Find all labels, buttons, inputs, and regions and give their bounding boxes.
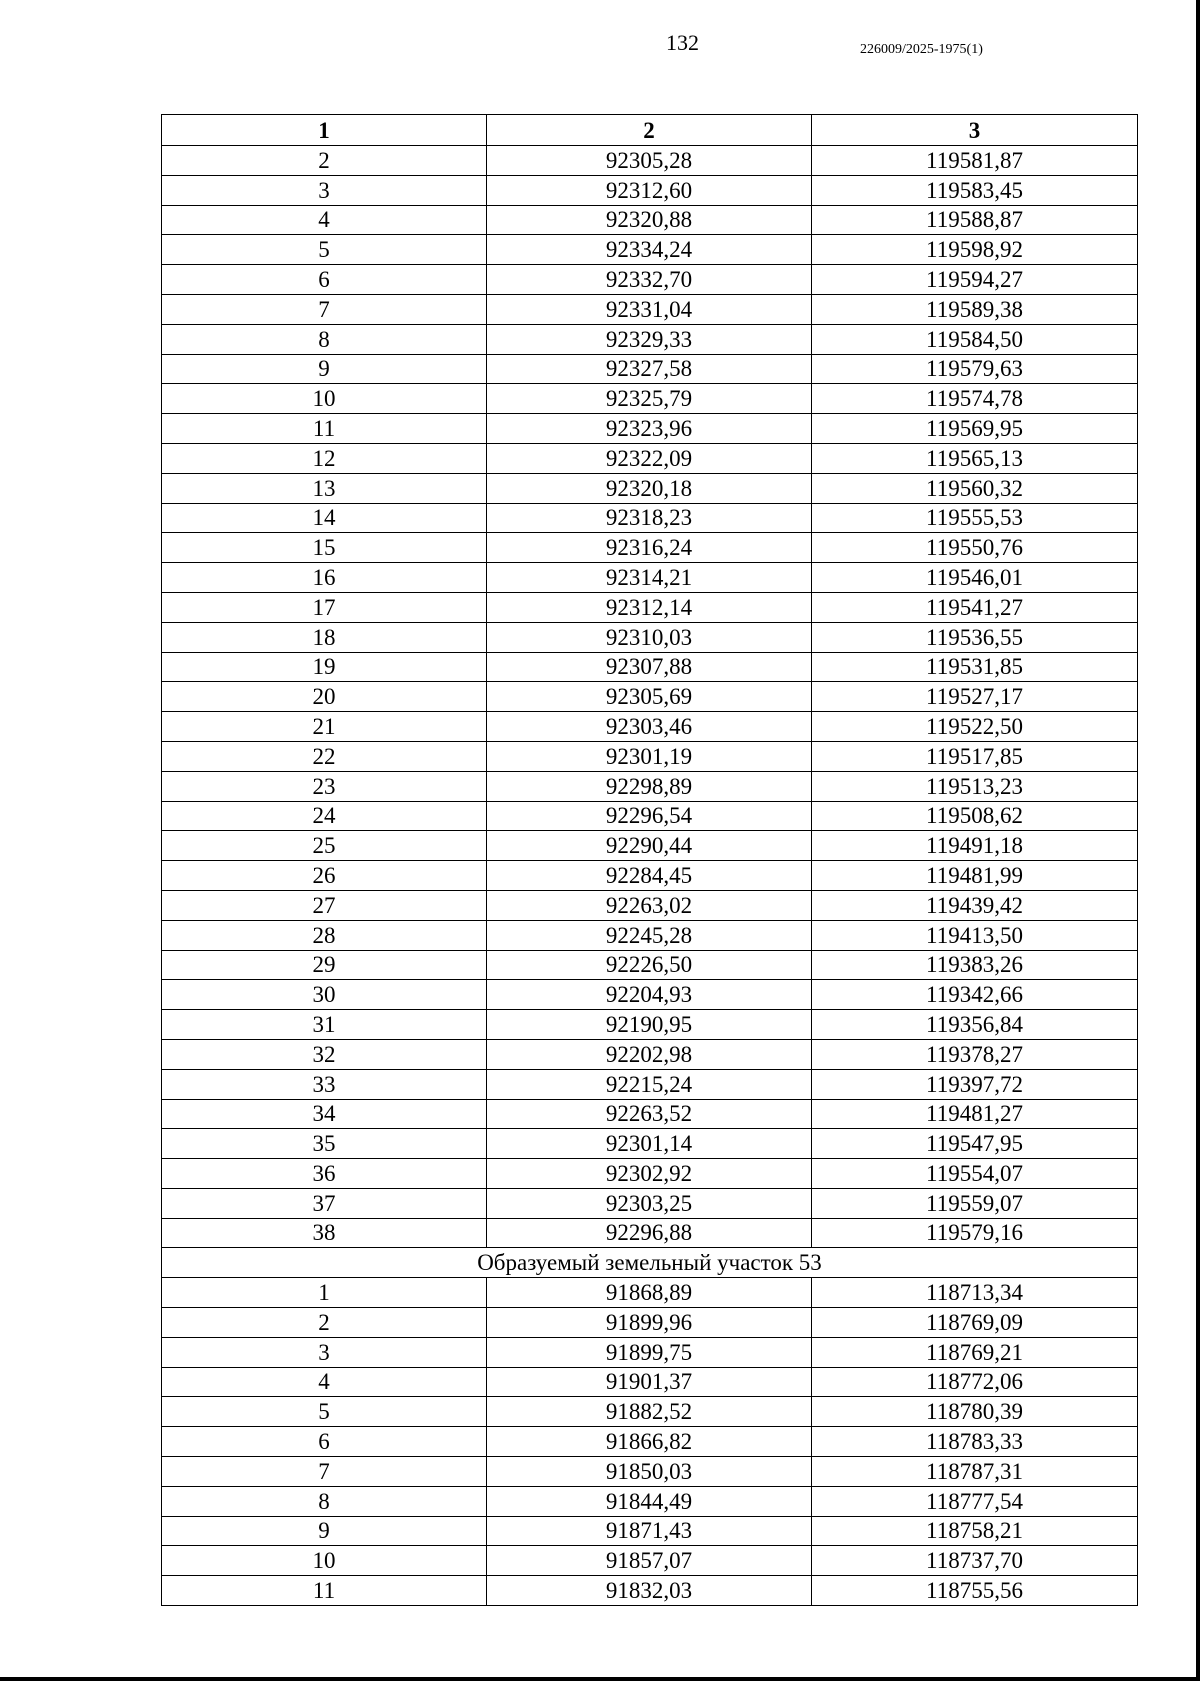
table-row	[162, 1486, 1138, 1516]
table-row	[162, 354, 1138, 384]
y-coordinate-cell: 119508,62	[812, 801, 1138, 831]
table-row	[162, 503, 1138, 533]
table-header-row	[162, 115, 1138, 146]
y-coordinate-cell: 118787,31	[812, 1457, 1138, 1487]
point-number-cell: 6	[162, 1427, 487, 1457]
table-row	[162, 175, 1138, 205]
x-coordinate-cell: 92263,52	[487, 1099, 812, 1129]
point-number-cell: 9	[162, 354, 487, 384]
table-row	[162, 533, 1138, 563]
table-row	[162, 324, 1138, 354]
table-row	[162, 414, 1138, 444]
point-number-cell: 10	[162, 1546, 487, 1576]
table-row	[162, 890, 1138, 920]
table-row	[162, 682, 1138, 712]
y-coordinate-cell: 119565,13	[812, 443, 1138, 473]
y-coordinate-cell: 119550,76	[812, 533, 1138, 563]
y-coordinate-cell: 119560,32	[812, 473, 1138, 503]
y-coordinate-cell: 119439,42	[812, 890, 1138, 920]
point-number-cell: 34	[162, 1099, 487, 1129]
y-coordinate-cell: 119579,16	[812, 1218, 1138, 1248]
x-coordinate-cell: 92314,21	[487, 563, 812, 593]
y-coordinate-cell: 118769,09	[812, 1308, 1138, 1338]
x-coordinate-cell: 92190,95	[487, 1010, 812, 1040]
point-number-cell: 36	[162, 1159, 487, 1189]
point-number-cell: 2	[162, 1308, 487, 1338]
table-row	[162, 741, 1138, 771]
x-coordinate-cell: 92307,88	[487, 652, 812, 682]
x-coordinate-cell: 92318,23	[487, 503, 812, 533]
y-coordinate-cell: 118772,06	[812, 1367, 1138, 1397]
table-row	[162, 1516, 1138, 1546]
table-row	[162, 861, 1138, 891]
table-row	[162, 146, 1138, 176]
table-row	[162, 205, 1138, 235]
x-coordinate-cell: 92327,58	[487, 354, 812, 384]
x-coordinate-cell: 91866,82	[487, 1427, 812, 1457]
table-row	[162, 1099, 1138, 1129]
table-row	[162, 1337, 1138, 1367]
point-number-cell: 11	[162, 1576, 487, 1606]
point-number-cell: 21	[162, 712, 487, 742]
x-coordinate-cell: 92202,98	[487, 1039, 812, 1069]
point-number-cell: 7	[162, 1457, 487, 1487]
point-number-cell: 38	[162, 1218, 487, 1248]
y-coordinate-cell: 119536,55	[812, 622, 1138, 652]
point-number-cell: 16	[162, 563, 487, 593]
table-row	[162, 712, 1138, 742]
point-number-cell: 37	[162, 1188, 487, 1218]
table-row	[162, 1397, 1138, 1427]
point-number-cell: 20	[162, 682, 487, 712]
x-coordinate-cell: 91871,43	[487, 1516, 812, 1546]
x-coordinate-cell: 92334,24	[487, 235, 812, 265]
x-coordinate-cell: 92263,02	[487, 890, 812, 920]
table-row	[162, 1218, 1138, 1248]
table-row	[162, 592, 1138, 622]
x-coordinate-cell: 92325,79	[487, 384, 812, 414]
x-coordinate-cell: 92320,18	[487, 473, 812, 503]
x-coordinate-cell: 92226,50	[487, 950, 812, 980]
y-coordinate-cell: 119584,50	[812, 324, 1138, 354]
x-coordinate-cell: 91899,96	[487, 1308, 812, 1338]
table-row	[162, 1576, 1138, 1606]
table-row	[162, 1069, 1138, 1099]
point-number-cell: 10	[162, 384, 487, 414]
point-number-cell: 27	[162, 890, 487, 920]
column-header-3: 3	[812, 115, 1138, 146]
point-number-cell: 31	[162, 1010, 487, 1040]
y-coordinate-cell: 119574,78	[812, 384, 1138, 414]
x-coordinate-cell: 92204,93	[487, 980, 812, 1010]
x-coordinate-cell: 92298,89	[487, 771, 812, 801]
x-coordinate-cell: 92245,28	[487, 920, 812, 950]
y-coordinate-cell: 119481,27	[812, 1099, 1138, 1129]
point-number-cell: 8	[162, 324, 487, 354]
point-number-cell: 24	[162, 801, 487, 831]
x-coordinate-cell: 92322,09	[487, 443, 812, 473]
y-coordinate-cell: 119583,45	[812, 175, 1138, 205]
x-coordinate-cell: 91832,03	[487, 1576, 812, 1606]
table-row	[162, 1457, 1138, 1487]
x-coordinate-cell: 91868,89	[487, 1278, 812, 1308]
section-title-row	[162, 1248, 1138, 1278]
page-number: 132	[666, 30, 699, 55]
point-number-cell: 7	[162, 294, 487, 324]
x-coordinate-cell: 92305,28	[487, 146, 812, 176]
y-coordinate-cell: 118755,56	[812, 1576, 1138, 1606]
y-coordinate-cell: 118713,34	[812, 1278, 1138, 1308]
section-title: Образуемый земельный участок 53	[162, 1248, 1138, 1278]
x-coordinate-cell: 92303,25	[487, 1188, 812, 1218]
table-row	[162, 920, 1138, 950]
table-row	[162, 1427, 1138, 1457]
column-header-2: 2	[487, 115, 812, 146]
scan-edge-bottom	[0, 1677, 1200, 1681]
point-number-cell: 26	[162, 861, 487, 891]
table-row	[162, 652, 1138, 682]
table-row	[162, 1367, 1138, 1397]
point-number-cell: 22	[162, 741, 487, 771]
point-number-cell: 25	[162, 831, 487, 861]
y-coordinate-cell: 119527,17	[812, 682, 1138, 712]
y-coordinate-cell: 119541,27	[812, 592, 1138, 622]
x-coordinate-cell: 92296,54	[487, 801, 812, 831]
y-coordinate-cell: 119598,92	[812, 235, 1138, 265]
point-number-cell: 19	[162, 652, 487, 682]
point-number-cell: 12	[162, 443, 487, 473]
y-coordinate-cell: 119588,87	[812, 205, 1138, 235]
y-coordinate-cell: 119378,27	[812, 1039, 1138, 1069]
point-number-cell: 17	[162, 592, 487, 622]
table-row	[162, 235, 1138, 265]
point-number-cell: 3	[162, 1337, 487, 1367]
x-coordinate-cell: 91850,03	[487, 1457, 812, 1487]
y-coordinate-cell: 119594,27	[812, 265, 1138, 295]
x-coordinate-cell: 92301,14	[487, 1129, 812, 1159]
point-number-cell: 29	[162, 950, 487, 980]
table-row	[162, 473, 1138, 503]
table-row	[162, 1546, 1138, 1576]
y-coordinate-cell: 119383,26	[812, 950, 1138, 980]
y-coordinate-cell: 119491,18	[812, 831, 1138, 861]
y-coordinate-cell: 119569,95	[812, 414, 1138, 444]
table-row	[162, 265, 1138, 295]
y-coordinate-cell: 119546,01	[812, 563, 1138, 593]
y-coordinate-cell: 118769,21	[812, 1337, 1138, 1367]
y-coordinate-cell: 119559,07	[812, 1188, 1138, 1218]
table-row	[162, 1308, 1138, 1338]
x-coordinate-cell: 91901,37	[487, 1367, 812, 1397]
x-coordinate-cell: 92305,69	[487, 682, 812, 712]
y-coordinate-cell: 119531,85	[812, 652, 1138, 682]
x-coordinate-cell: 92303,46	[487, 712, 812, 742]
point-number-cell: 32	[162, 1039, 487, 1069]
table-row	[162, 294, 1138, 324]
table-row	[162, 950, 1138, 980]
point-number-cell: 8	[162, 1486, 487, 1516]
y-coordinate-cell: 119481,99	[812, 861, 1138, 891]
table-row	[162, 831, 1138, 861]
table-row	[162, 1039, 1138, 1069]
x-coordinate-cell: 92332,70	[487, 265, 812, 295]
point-number-cell: 1	[162, 1278, 487, 1308]
document-id: 226009/2025-1975(1)	[860, 42, 983, 57]
table-row	[162, 563, 1138, 593]
point-number-cell: 6	[162, 265, 487, 295]
x-coordinate-cell: 92290,44	[487, 831, 812, 861]
point-number-cell: 5	[162, 1397, 487, 1427]
y-coordinate-cell: 119397,72	[812, 1069, 1138, 1099]
y-coordinate-cell: 118780,39	[812, 1397, 1138, 1427]
table-row	[162, 771, 1138, 801]
point-number-cell: 23	[162, 771, 487, 801]
x-coordinate-cell: 91857,07	[487, 1546, 812, 1576]
y-coordinate-cell: 118783,33	[812, 1427, 1138, 1457]
x-coordinate-cell: 92301,19	[487, 741, 812, 771]
point-number-cell: 3	[162, 175, 487, 205]
table-row	[162, 1010, 1138, 1040]
y-coordinate-cell: 119522,50	[812, 712, 1138, 742]
x-coordinate-cell: 92215,24	[487, 1069, 812, 1099]
y-coordinate-cell: 118777,54	[812, 1486, 1138, 1516]
point-number-cell: 4	[162, 205, 487, 235]
point-number-cell: 28	[162, 920, 487, 950]
y-coordinate-cell: 119342,66	[812, 980, 1138, 1010]
x-coordinate-cell: 92316,24	[487, 533, 812, 563]
table-row	[162, 1278, 1138, 1308]
x-coordinate-cell: 92296,88	[487, 1218, 812, 1248]
x-coordinate-cell: 92284,45	[487, 861, 812, 891]
y-coordinate-cell: 119589,38	[812, 294, 1138, 324]
y-coordinate-cell: 119579,63	[812, 354, 1138, 384]
point-number-cell: 13	[162, 473, 487, 503]
y-coordinate-cell: 119555,53	[812, 503, 1138, 533]
x-coordinate-cell: 92302,92	[487, 1159, 812, 1189]
y-coordinate-cell: 119547,95	[812, 1129, 1138, 1159]
y-coordinate-cell: 118758,21	[812, 1516, 1138, 1546]
x-coordinate-cell: 92323,96	[487, 414, 812, 444]
table-row	[162, 1129, 1138, 1159]
x-coordinate-cell: 91899,75	[487, 1337, 812, 1367]
point-number-cell: 33	[162, 1069, 487, 1099]
point-number-cell: 18	[162, 622, 487, 652]
point-number-cell: 14	[162, 503, 487, 533]
x-coordinate-cell: 91844,49	[487, 1486, 812, 1516]
y-coordinate-cell: 119517,85	[812, 741, 1138, 771]
column-header-1: 1	[162, 115, 487, 146]
point-number-cell: 11	[162, 414, 487, 444]
table-row	[162, 980, 1138, 1010]
coordinates-table	[161, 114, 1138, 1606]
table-row	[162, 1159, 1138, 1189]
point-number-cell: 5	[162, 235, 487, 265]
scan-edge-right	[1196, 0, 1200, 1681]
point-number-cell: 4	[162, 1367, 487, 1397]
y-coordinate-cell: 119413,50	[812, 920, 1138, 950]
x-coordinate-cell: 92310,03	[487, 622, 812, 652]
table-row	[162, 622, 1138, 652]
point-number-cell: 15	[162, 533, 487, 563]
x-coordinate-cell: 92329,33	[487, 324, 812, 354]
table-row	[162, 443, 1138, 473]
point-number-cell: 2	[162, 146, 487, 176]
x-coordinate-cell: 92331,04	[487, 294, 812, 324]
x-coordinate-cell: 92320,88	[487, 205, 812, 235]
table-row	[162, 1188, 1138, 1218]
x-coordinate-cell: 92312,60	[487, 175, 812, 205]
y-coordinate-cell: 119581,87	[812, 146, 1138, 176]
x-coordinate-cell: 91882,52	[487, 1397, 812, 1427]
point-number-cell: 9	[162, 1516, 487, 1546]
table-row	[162, 801, 1138, 831]
point-number-cell: 30	[162, 980, 487, 1010]
y-coordinate-cell: 119356,84	[812, 1010, 1138, 1040]
y-coordinate-cell: 118737,70	[812, 1546, 1138, 1576]
y-coordinate-cell: 119554,07	[812, 1159, 1138, 1189]
table-row	[162, 384, 1138, 414]
point-number-cell: 35	[162, 1129, 487, 1159]
x-coordinate-cell: 92312,14	[487, 592, 812, 622]
y-coordinate-cell: 119513,23	[812, 771, 1138, 801]
